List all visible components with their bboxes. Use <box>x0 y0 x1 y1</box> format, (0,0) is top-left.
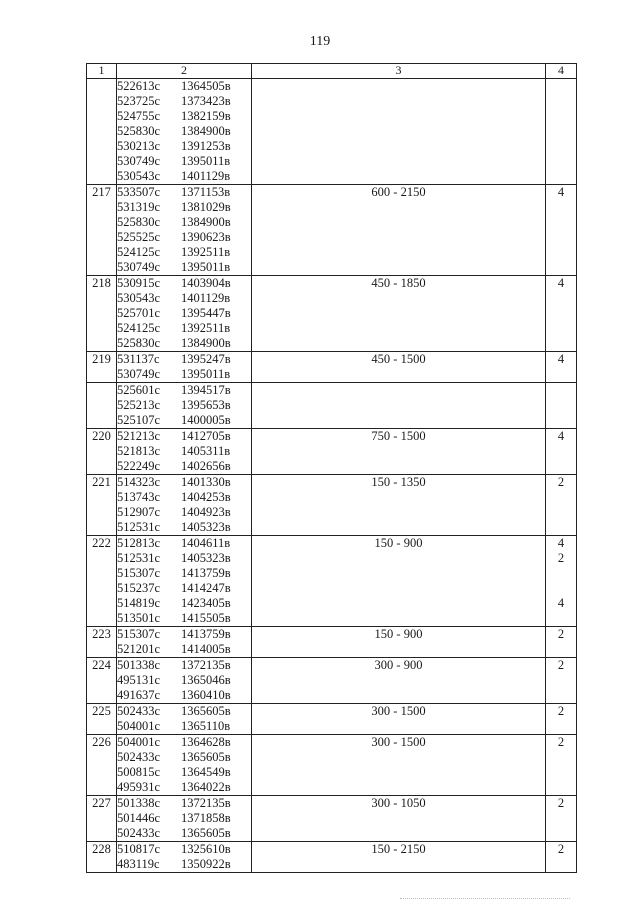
longitude-value: 1360410в <box>181 688 231 702</box>
coordinate-pair <box>117 719 251 734</box>
row-number-cell: 218 <box>87 276 117 352</box>
latitude-value: 530915с <box>117 276 161 290</box>
longitude-value: 1395247в <box>181 352 231 366</box>
coordinate-pair <box>117 688 251 703</box>
table-row <box>87 352 577 383</box>
latitude-value: 530213с <box>117 139 161 153</box>
latitude-value: 525701с <box>117 306 161 320</box>
coordinate-pair <box>117 842 251 857</box>
coordinates-cell <box>117 185 252 276</box>
coordinates-cell <box>117 383 252 429</box>
depth-range-cell: 300 - 1500 <box>252 735 546 796</box>
table-row <box>87 627 577 658</box>
depth-range-cell: 150 - 900 <box>252 536 546 627</box>
coordinate-pair <box>117 352 251 367</box>
coordinate-pair <box>117 429 251 444</box>
latitude-value: 512813с <box>117 536 161 550</box>
coordinate-pair <box>117 260 251 275</box>
row-number-cell: 228 <box>87 842 117 873</box>
latitude-value: 522249с <box>117 459 161 473</box>
table-row <box>87 842 577 873</box>
coordinates-cell <box>117 79 252 185</box>
latitude-value: 525830с <box>117 124 161 138</box>
coordinate-pair <box>117 596 251 611</box>
latitude-value: 531137с <box>117 352 160 366</box>
coordinate-pair <box>117 124 251 139</box>
latitude-value: 525213с <box>117 398 161 412</box>
category-value: 4 <box>557 536 565 550</box>
coordinates-cell <box>117 704 252 735</box>
coordinate-pair <box>117 566 251 581</box>
row-number-cell: 220 <box>87 429 117 475</box>
longitude-value: 1365605в <box>181 704 231 718</box>
category-cell <box>546 383 577 429</box>
longitude-value: 1372135в <box>181 658 231 672</box>
coordinates-cell <box>117 842 252 873</box>
latitude-value: 524755с <box>117 109 161 123</box>
coordinate-pair <box>117 811 251 826</box>
latitude-value: 530749с <box>117 260 161 274</box>
latitude-value: 512531с <box>117 551 161 565</box>
longitude-value: 1371858в <box>181 811 231 825</box>
category-cell <box>546 79 577 185</box>
coordinate-pair <box>117 505 251 520</box>
latitude-value: 502433с <box>117 826 161 840</box>
coordinates-cell <box>117 352 252 383</box>
category-value: 2 <box>557 627 565 641</box>
table-row <box>87 276 577 352</box>
coordinate-pair <box>117 230 251 245</box>
coordinate-pair <box>117 796 251 811</box>
coordinate-pair <box>117 383 251 398</box>
row-number-cell: 219 <box>87 352 117 383</box>
table-header-row <box>87 64 577 79</box>
table-row <box>87 429 577 475</box>
latitude-value: 501338с <box>117 796 161 810</box>
coordinate-pair <box>117 475 251 490</box>
latitude-value: 502433с <box>117 750 161 764</box>
table-row <box>87 536 577 627</box>
category-value: 4 <box>557 352 565 366</box>
row-number-cell <box>87 79 117 185</box>
latitude-value: 504001с <box>117 735 161 749</box>
depth-range-cell: 600 - 2150 <box>252 185 546 276</box>
coordinate-pair <box>117 398 251 413</box>
category-value: 4 <box>557 276 565 290</box>
longitude-value: 1412705в <box>181 429 231 443</box>
longitude-value: 1395011в <box>181 367 231 381</box>
page-number: 119 <box>309 34 331 49</box>
table-row <box>87 796 577 842</box>
longitude-value: 1413759в <box>181 627 231 641</box>
category-value: 2 <box>557 704 565 718</box>
table-row <box>87 735 577 796</box>
table-row <box>87 658 577 704</box>
latitude-value: 510817с <box>117 842 161 856</box>
latitude-value: 513501с <box>117 611 161 625</box>
coordinates-cell <box>117 735 252 796</box>
longitude-value: 1325610в <box>181 842 231 856</box>
category-cell <box>546 475 577 536</box>
coordinates-cell <box>117 627 252 658</box>
latitude-value: 515307с <box>117 627 161 641</box>
latitude-value: 504001с <box>117 719 161 733</box>
longitude-value: 1364549в <box>181 765 231 779</box>
longitude-value: 1395011в <box>181 154 231 168</box>
longitude-value: 1365605в <box>181 750 231 764</box>
table-row <box>87 383 577 429</box>
coordinates-cell <box>117 429 252 475</box>
latitude-value: 513743с <box>117 490 161 504</box>
coordinate-pair <box>117 306 251 321</box>
depth-range-cell: 300 - 900 <box>252 658 546 704</box>
latitude-value: 500815с <box>117 765 161 779</box>
latitude-value: 514819с <box>117 596 161 610</box>
longitude-value: 1381029в <box>181 200 231 214</box>
latitude-value: 531319с <box>117 200 161 214</box>
category-cell <box>546 704 577 735</box>
coordinate-pair <box>117 321 251 336</box>
longitude-value: 1384900в <box>181 215 231 229</box>
coordinate-pair <box>117 780 251 795</box>
latitude-value: 495931с <box>117 780 161 794</box>
longitude-value: 1401129в <box>181 291 231 305</box>
coordinate-pair <box>117 627 251 642</box>
longitude-value: 1394517в <box>181 383 231 397</box>
latitude-value: 502433с <box>117 704 161 718</box>
coordinate-pair <box>117 291 251 306</box>
category-value: 2 <box>557 842 565 856</box>
latitude-value: 491637с <box>117 688 161 702</box>
coordinates-cell <box>117 276 252 352</box>
row-number-cell: 227 <box>87 796 117 842</box>
category-value <box>546 566 576 581</box>
coordinate-pair <box>117 215 251 230</box>
depth-range-cell <box>252 79 546 185</box>
category-cell <box>546 627 577 658</box>
coordinate-pair <box>117 642 251 657</box>
coordinate-pair <box>117 336 251 351</box>
coordinates-table <box>86 63 577 873</box>
coordinate-pair <box>117 765 251 780</box>
latitude-value: 515307с <box>117 566 161 580</box>
category-cell <box>546 429 577 475</box>
table-row <box>87 79 577 185</box>
latitude-value: 512907с <box>117 505 161 519</box>
latitude-value: 525107с <box>117 413 161 427</box>
depth-range-cell: 300 - 1050 <box>252 796 546 842</box>
latitude-value: 524125с <box>117 245 161 259</box>
longitude-value: 1415505в <box>181 611 231 625</box>
depth-range-cell: 450 - 1500 <box>252 352 546 383</box>
category-cell <box>546 658 577 704</box>
latitude-value: 523725с <box>117 94 161 108</box>
coordinate-pair <box>117 551 251 566</box>
category-value: 2 <box>557 796 565 810</box>
column-header-1: 1 <box>87 64 117 79</box>
row-number-cell: 222 <box>87 536 117 627</box>
coordinate-pair <box>117 611 251 626</box>
depth-range-cell: 150 - 1350 <box>252 475 546 536</box>
category-cell <box>546 352 577 383</box>
coordinate-pair <box>117 750 251 765</box>
latitude-value: 522613с <box>117 79 161 93</box>
coordinate-pair <box>117 704 251 719</box>
coordinate-pair <box>117 826 251 841</box>
table-row <box>87 475 577 536</box>
category-value: 2 <box>557 551 565 565</box>
row-number-cell: 223 <box>87 627 117 658</box>
coordinate-pair <box>117 139 251 154</box>
coordinate-pair <box>117 444 251 459</box>
table-body <box>87 79 577 873</box>
longitude-value: 1364628в <box>181 735 231 749</box>
coordinate-pair <box>117 520 251 535</box>
longitude-value: 1365605в <box>181 826 231 840</box>
row-number-cell <box>87 383 117 429</box>
longitude-value: 1364022в <box>181 780 231 794</box>
depth-range-cell <box>252 383 546 429</box>
longitude-value: 1395653в <box>181 398 231 412</box>
coordinate-pair <box>117 109 251 124</box>
longitude-value: 1423405в <box>181 596 231 610</box>
category-cell <box>546 735 577 796</box>
longitude-value: 1373423в <box>181 94 231 108</box>
latitude-value: 483119с <box>117 857 160 871</box>
coordinate-pair <box>117 536 251 551</box>
longitude-value: 1350922в <box>181 857 231 871</box>
latitude-value: 525601с <box>117 383 161 397</box>
category-value <box>546 581 576 596</box>
category-cell <box>546 842 577 873</box>
latitude-value: 501338с <box>117 658 161 672</box>
coordinate-pair <box>117 79 251 94</box>
category-cell <box>546 276 577 352</box>
category-value: 2 <box>557 658 565 672</box>
latitude-value: 521213с <box>117 429 161 443</box>
coordinate-pair <box>117 94 251 109</box>
coordinate-pair <box>117 245 251 260</box>
latitude-value: 525830с <box>117 215 161 229</box>
longitude-value: 1384900в <box>181 336 231 350</box>
depth-range-cell: 150 - 900 <box>252 627 546 658</box>
row-number-cell: 224 <box>87 658 117 704</box>
depth-range-cell: 300 - 1500 <box>252 704 546 735</box>
coordinate-pair <box>117 154 251 169</box>
longitude-value: 1400005в <box>181 413 231 427</box>
coordinate-pair <box>117 857 251 872</box>
coordinate-pair <box>117 658 251 673</box>
row-number-cell: 221 <box>87 475 117 536</box>
coordinate-pair <box>117 413 251 428</box>
row-number-cell: 225 <box>87 704 117 735</box>
category-cell <box>546 796 577 842</box>
coordinates-cell <box>117 658 252 704</box>
longitude-value: 1414005в <box>181 642 231 656</box>
longitude-value: 1414247в <box>181 581 231 595</box>
column-header-3: 3 <box>252 64 546 79</box>
coordinates-cell <box>117 536 252 627</box>
longitude-value: 1390623в <box>181 230 231 244</box>
latitude-value: 533507с <box>117 185 161 199</box>
latitude-value: 530749с <box>117 367 161 381</box>
longitude-value: 1392511в <box>181 321 231 335</box>
latitude-value: 530543с <box>117 291 161 305</box>
latitude-value: 525830с <box>117 336 161 350</box>
coordinate-pair <box>117 459 251 474</box>
longitude-value: 1401129в <box>181 169 231 183</box>
latitude-value: 521201с <box>117 642 161 656</box>
longitude-value: 1404253в <box>181 490 231 504</box>
column-header-4: 4 <box>546 64 577 79</box>
longitude-value: 1405311в <box>181 444 231 458</box>
longitude-value: 1371153в <box>181 185 231 199</box>
coordinates-cell <box>117 475 252 536</box>
longitude-value: 1391253в <box>181 139 231 153</box>
coordinate-pair <box>117 581 251 596</box>
depth-range-cell: 450 - 1850 <box>252 276 546 352</box>
category-value <box>546 611 576 626</box>
latitude-value: 521813с <box>117 444 161 458</box>
category-value: 4 <box>557 596 565 610</box>
column-header-2: 2 <box>117 64 252 79</box>
coordinate-pair <box>117 735 251 750</box>
category-value: 2 <box>557 735 565 749</box>
coordinate-pair <box>117 490 251 505</box>
longitude-value: 1384900в <box>181 124 231 138</box>
coordinate-pair <box>117 200 251 215</box>
longitude-value: 1401330в <box>181 475 231 489</box>
coordinate-pair <box>117 367 251 382</box>
longitude-value: 1395447в <box>181 306 231 320</box>
longitude-value: 1405323в <box>181 551 231 565</box>
latitude-value: 530543с <box>117 169 161 183</box>
longitude-value: 1365110в <box>181 719 231 733</box>
coordinates-cell <box>117 796 252 842</box>
latitude-value: 530749с <box>117 154 161 168</box>
depth-range-cell: 150 - 2150 <box>252 842 546 873</box>
latitude-value: 515237с <box>117 581 161 595</box>
category-value: 2 <box>557 475 565 489</box>
coordinate-pair <box>117 185 251 200</box>
longitude-value: 1402656в <box>181 459 231 473</box>
latitude-value: 495131с <box>117 673 161 687</box>
latitude-value: 512531с <box>117 520 161 534</box>
longitude-value: 1382159в <box>181 109 231 123</box>
depth-range-cell: 750 - 1500 <box>252 429 546 475</box>
category-value: 4 <box>557 185 565 199</box>
category-value: 4 <box>557 429 565 443</box>
longitude-value: 1413759в <box>181 566 231 580</box>
coordinate-pair <box>117 673 251 688</box>
table-row <box>87 704 577 735</box>
row-number-cell: 217 <box>87 185 117 276</box>
longitude-value: 1404923в <box>181 505 231 519</box>
coordinate-pair <box>117 169 251 184</box>
longitude-value: 1395011в <box>181 260 231 274</box>
table-row <box>87 185 577 276</box>
latitude-value: 524125с <box>117 321 161 335</box>
latitude-value: 514323с <box>117 475 161 489</box>
latitude-value: 501446с <box>117 811 161 825</box>
category-cell <box>546 536 577 627</box>
longitude-value: 1365046в <box>181 673 231 687</box>
row-number-cell: 226 <box>87 735 117 796</box>
longitude-value: 1404611в <box>181 536 231 550</box>
footer-dotted-line <box>400 898 570 899</box>
coordinate-pair <box>117 276 251 291</box>
longitude-value: 1405323в <box>181 520 231 534</box>
longitude-value: 1364505в <box>181 79 231 93</box>
longitude-value: 1392511в <box>181 245 231 259</box>
longitude-value: 1372135в <box>181 796 231 810</box>
latitude-value: 525525с <box>117 230 161 244</box>
longitude-value: 1403904в <box>181 276 231 290</box>
category-cell <box>546 185 577 276</box>
